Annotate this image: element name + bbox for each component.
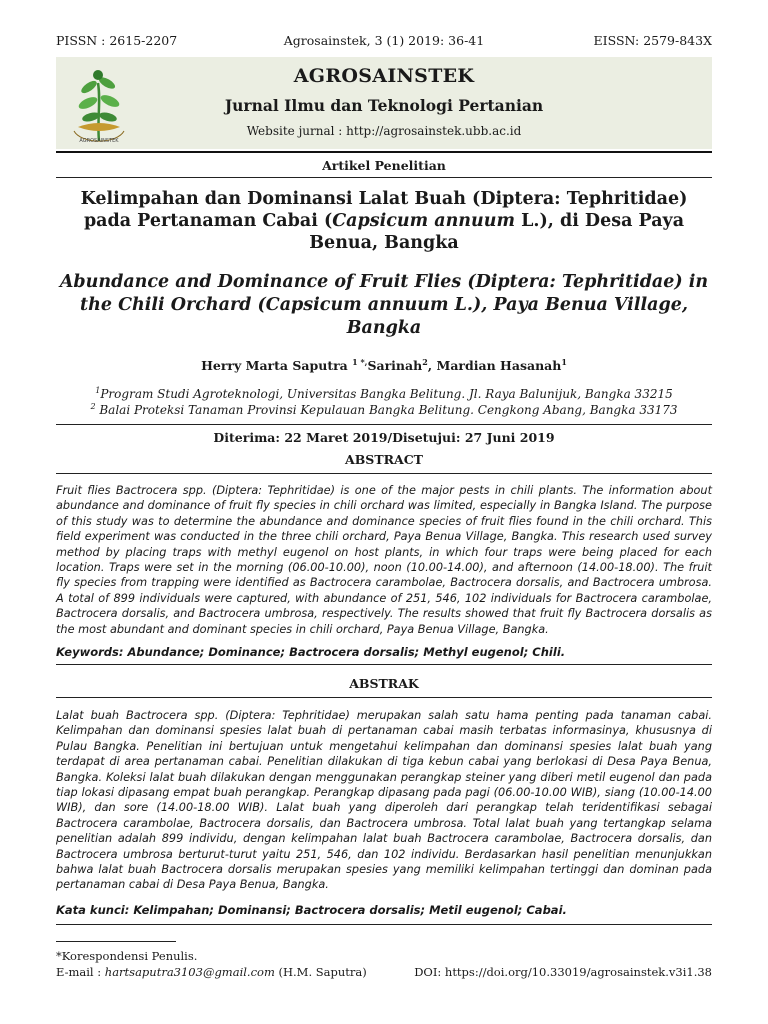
title-id-part1: Kelimpahan dan Dominansi Lalat Buah (Diptera: Tephritidae) pada Pertanaman Cabai ( [80,189,688,231]
kata-kunci: Kata kunci: Kelimpahan; Dominansi; Bactrocera dorsalis; Metil eugenol; Cabai. [56,903,567,917]
affiliation-2-sup: 2 [90,402,96,411]
author-3: , Mardian Hasanah [427,358,562,374]
citation: Agrosainstek, 3 (1) 2019: 36-41 [283,33,485,48]
author-2: Sarinah [367,358,423,374]
abstract-text: Fruit flies Bactrocera spp. (Diptera: Tephritidae) is one of the major pests in chili plants. The information about abundance and dominance of fruit fly species in chili orchard was limited, especially in Bangka Island. The purpose of this study was to determine the abundance and dominance species of fruit flies found in the chili orchard. This field experiment was conducted in the three chili orchard, Paya Benua Village, Bangka. This research used survey method by placing traps with methyl eugenol on host plants, in which four traps were being placed for each location. Traps were set in the morning (06.00-10.00), noon (10.00-14.00), and afternoon (14.00-18.00). The fruit fly species from trapping were identified as Bactrocera carambolae, Bactrocera dorsalis, and Bactrocera umbrosa. A total of 899 individuals were captured, with abundance of 251, 546, 102 individuals for Bactrocera carambolae, Bactrocera dorsalis, and Bactrocera umbrosa, respectively. The results showed that fruit fly Bactrocera dorsalis as the most abundant and dominant species in chili orchard, Paya Benua Village, Bangka. [56,484,712,636]
author-list [56,357,712,373]
correspondence-note: *Korespondensi Penulis. [56,949,198,963]
journal-website: Website jurnal : http://agrosainstek.ubb.ac.id [246,124,522,138]
abstrak-heading: ABSTRAK [349,676,419,691]
affiliation-1 [56,386,712,401]
divider [56,664,712,665]
author-1-sup: 1 *, [352,357,368,367]
abstrak-text: Lalat buah Bactrocera spp. (Diptera: Tephritidae) merupakan salah satu hama penting pada tanaman cabai. Kelimpahan dan dominansi spesies lalat buah di pertanaman cabai masih terbatas informasinya, khususnya di Pulau Bangka. Penelitian ini bertujuan untuk mengetahui kelimpahan dan dominansi spesies lalat buah yang terdapat di area pertanaman cabai. Penelitian dilakukan di tiga kebun cabai yang berlokasi di Desa Paya Benua, Bangka. Koleksi lalat buah dilakukan dengan menggunakan perangkap steiner yang diberi metil eugenol dan pada tiap lokasi dipasang empat buah perangkap. Perangkap dipasang pada pagi (06.00-10.00 WIB), siang (10.00-14.00 WIB), dan sore (14.00-18.00 WIB). Lalat buah yang diperoleh dari perangkap telah teridentifikasi sebagai Bactrocera carambolae, Bactrocera dorsalis, dan Bactrocera umbrosa. Total lalat buah yang tertangkap selama penelitian adalah 899 individu, dengan kelimpahan lalat buah Bactrocera carambolae, Bactrocera dorsalis, dan Bactrocera umbrosa berturut-turut yaitu 251, 546, dan 102 individu. Berdasarkan hasil penelitian menunjukkan bahwa lalat buah Bactrocera dorsalis merupakan spesies yang memiliki kelimpahan tertinggi dan dominan pada pertanaman cabai di Desa Paya Benua, Bangka. [56,709,712,892]
header-line [56,33,712,51]
article-type: Artikel Penelitian [322,158,446,173]
journal-name: AGROSAINSTEK [293,65,475,87]
affiliation-1-text: Program Studi Agroteknologi, Universitas Bangka Belitung. Jl. Raya Balunijuk, Bangka 33215 [100,387,673,401]
journal-masthead [56,57,712,149]
journal-subtitle: Jurnal Ilmu dan Teknologi Pertanian [224,96,544,115]
footnote-rule [56,941,176,942]
affiliation-2-text: Balai Proteksi Tanaman Provinsi Kepulauan Bangka Belitung. Cengkong Abang, Bangka 33173 [95,403,678,417]
affiliation-1-sup: 1 [95,386,101,395]
pissn: PISSN : 2615-2207 [56,33,178,48]
logo-text: AGROSAINSTEK [79,138,119,144]
email-label: E-mail : [56,965,105,979]
email-line [56,965,712,979]
title-id-part2: L.), di Desa Paya Benua, Bangka [309,211,685,253]
email-author-name: (H.M. Saputra) [274,965,367,979]
author-1: Herry Marta Saputra [201,358,353,374]
keywords: Keywords: Abundance; Dominance; Bactrocera dorsalis; Methyl eugenol; Chili. [56,645,566,659]
eissn: EISSN: 2579-843X [593,33,712,48]
masthead-rule [56,151,712,153]
divider [56,697,712,698]
author-2-sup: 2 [422,357,428,367]
title-indonesian [56,188,712,254]
divider [56,473,712,474]
doi-link[interactable]: DOI: https://doi.org/10.33019/agrosainstek.v3i1.38 [414,965,712,979]
divider [56,424,712,425]
divider [56,924,712,925]
affiliation-2 [56,402,712,417]
received-accepted-dates: Diterima: 22 Maret 2019/Disetujui: 27 Juni 2019 [213,430,555,445]
author-3-sup: 1 [561,357,567,367]
abstract-heading: ABSTRACT [345,452,423,467]
title-id-species: Capsicum annuum [332,211,515,231]
divider [56,177,712,178]
author-email[interactable]: hartsaputra3103@gmail.com [104,965,275,979]
title-english: Abundance and Dominance of Fruit Flies (Diptera: Tephritidae) in the Chili Orchard (Capsicum annuum L.), Paya Benua Village, Bangka [59,272,709,338]
